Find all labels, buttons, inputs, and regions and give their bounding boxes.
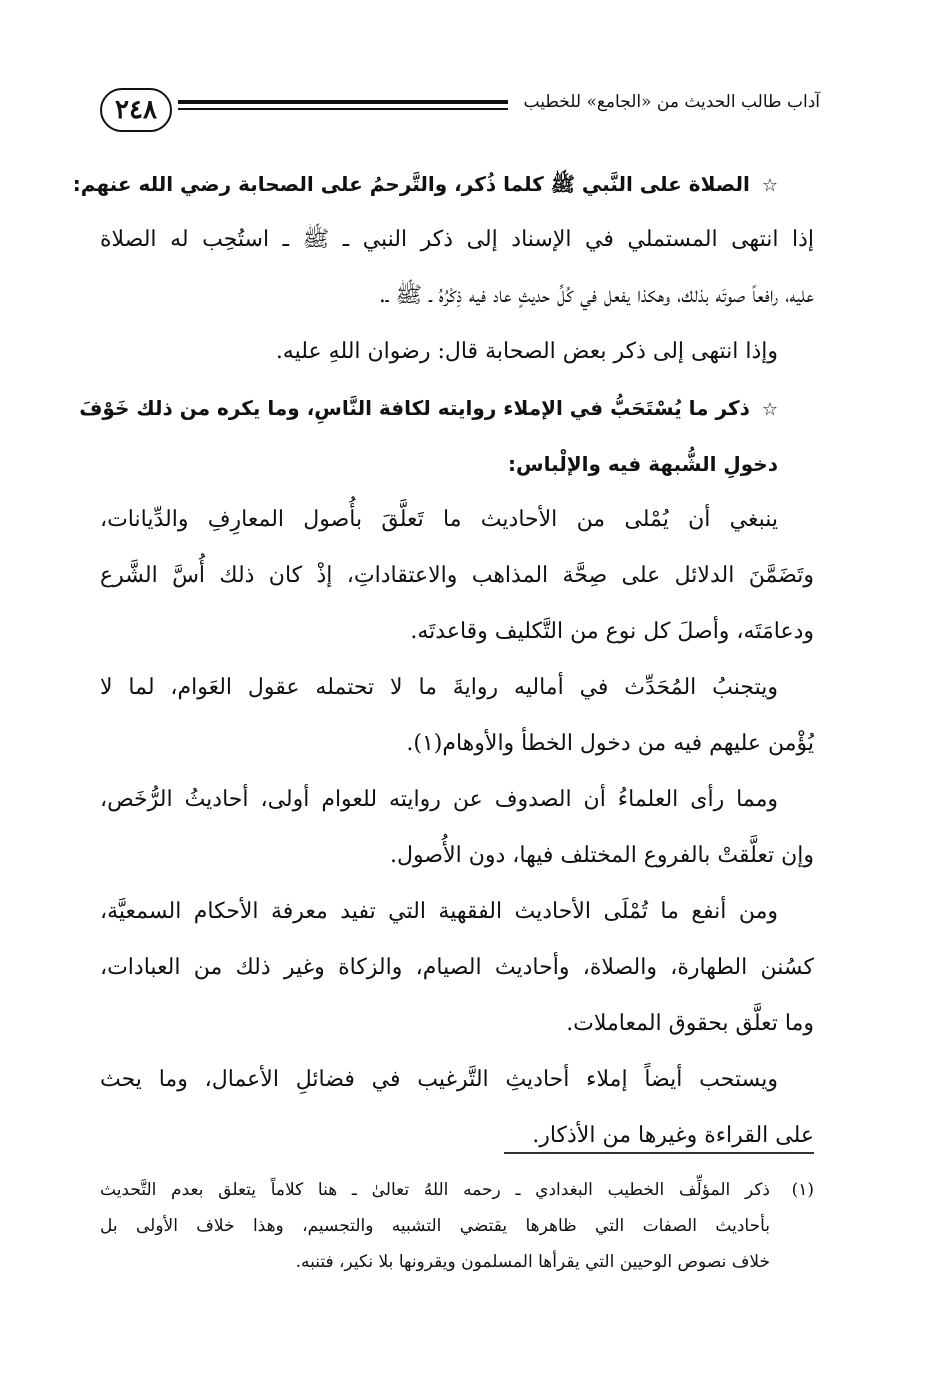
page-number: ٢٤٨: [100, 88, 172, 132]
paragraph-line: وإن تعلَّقتْ بالفروع المختلف فيها، دون الأُصول.: [390, 843, 814, 868]
paragraph-line: وما تعلَّق بحقوق المعاملات.: [566, 1011, 814, 1036]
section-heading: [79, 380, 814, 436]
paragraph-line: يُؤْمن عليهم فيه من دخول الخطأ والأوهام(١).: [406, 731, 814, 756]
header-rule-thick: [178, 100, 508, 104]
running-title: آداب طالب الحديث من «الجامع» للخطيب: [523, 92, 820, 112]
paragraph-line: على القراءة وغيرها من الأذكار.: [532, 1123, 814, 1148]
section-heading: [72, 156, 814, 212]
section-heading-continuation: دخولِ الشُّبهة فيه والإلْباس:: [507, 452, 778, 476]
footnote-line: [100, 1172, 814, 1208]
paragraph-line: إذا انتهى المستملي في الإسناد إلى ذكر النبي ـ ﷺ ـ استُحِب له الصلاة: [100, 227, 814, 252]
header-rule-thin: [178, 108, 508, 110]
paragraph-line: ويتجنبُ المُحَدِّث في أماليه روايةَ ما لا تحتمله عقول العَوام، لما لا: [100, 675, 778, 700]
star-icon: ☆: [761, 399, 778, 420]
footnote-separator: [504, 1152, 814, 1154]
star-icon: ☆: [761, 175, 778, 196]
paragraph-line: عليه، رافعاً صوتَه بذلك، وهكذا يفعل في كُلِّ حديثٍ عاد فيه ذِكْرُهُ ـ ﷺ ـ.: [378, 283, 814, 308]
page-header: [100, 88, 820, 134]
paragraph-line: ودعامَتَه، وأصلَ كل نوع من التَّكليف وقاعدتَه.: [410, 619, 814, 644]
heading-text: ذكر ما يُسْتَحَبُّ في الإملاء روايته لكافة النَّاسِ، وما يكره من ذلك خَوْفَ: [79, 396, 750, 420]
paragraph-line: ويستحب أيضاً إملاء أحاديثِ التَّرغيب في فضائلِ الأعمال، وما يحث: [100, 1067, 778, 1092]
page-body: [72, 156, 814, 1164]
footnote-line: بأحاديث الصفات التي ظاهرها يقتضي التشبيه والتجسيم، وهذا خلاف الأولى بل: [100, 1216, 770, 1236]
heading-text: الصلاة على النَّبي ﷺ كلما ذُكر، والتَّرحمُ على الصحابة رضي الله عنهم:: [72, 172, 750, 196]
paragraph-line: ومن أنفع ما تُمْلَى الأحاديث الفقهية التي تفيد معرفة الأحكام السمعيَّة،: [100, 899, 778, 924]
footnote-marker: (١): [791, 1180, 814, 1200]
paragraph-line: ينبغي أن يُمْلى من الأحاديث ما تَعلَّقَ بأُصول المعارِفِ والدِّيانات،: [100, 507, 778, 532]
footnote-text: ذكر المؤلِّف الخطيب البغدادي ـ رحمه اللهُ تعالىٰ ـ هنا كلاماً يتعلق بعدم التَّحديث: [100, 1180, 770, 1200]
header-rule: [178, 100, 508, 110]
paragraph-line: ومما رأى العلماءُ أن الصدوف عن روايته للعوام أولى، أحاديثُ الرُّخَص،: [100, 787, 778, 812]
paragraph-line: كسُنن الطهارة، والصلاة، وأحاديث الصيام، والزكاة وغير ذلك من العبادات،: [100, 955, 814, 980]
paragraph-line: وتَضَمَّنَ الدلائل على صِحَّة المذاهب والاعتقاداتِ، إذْ كان ذلك أُسَّ الشَّرع: [100, 563, 814, 588]
paragraph-line: وإذا انتهى إلى ذكر بعض الصحابة قال: رضوان اللهِ عليه.: [275, 339, 778, 364]
footnotes: [100, 1172, 814, 1280]
footnote-line: خلاف نصوص الوحيين التي يقرأها المسلمون ويقرونها بلا نكير، فتنبه.: [295, 1252, 770, 1272]
